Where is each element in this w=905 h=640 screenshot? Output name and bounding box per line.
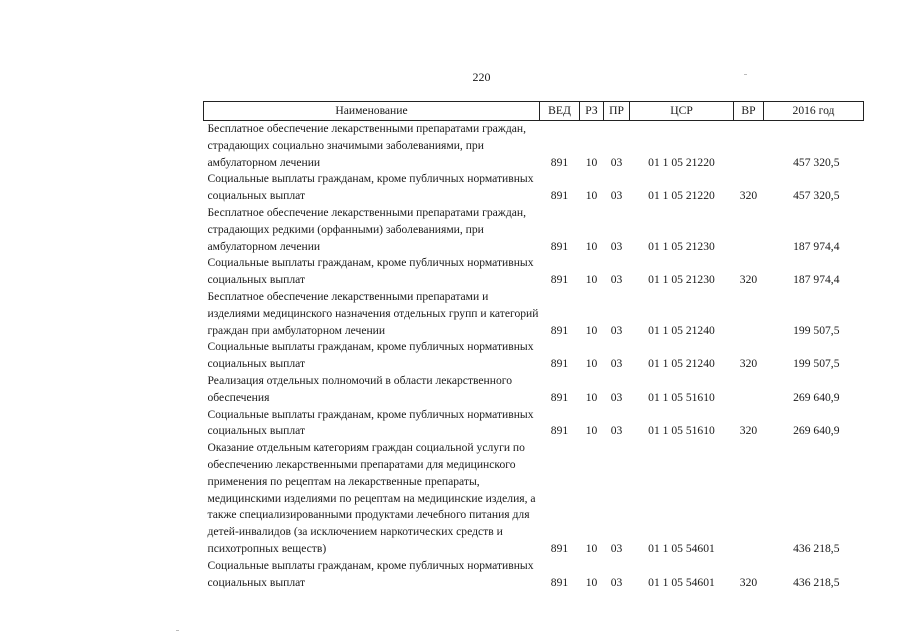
- cell-amount: 436 218,5: [793, 575, 840, 589]
- cell-ved: 891: [550, 424, 569, 438]
- cell-csr: 01 1 05 21220: [648, 155, 715, 169]
- header-pr: ПР: [604, 102, 630, 121]
- header-vr: ВР: [734, 102, 764, 121]
- cell-csr: 01 1 05 51610: [648, 424, 715, 438]
- cell-csr: 01 1 05 21240: [648, 323, 715, 337]
- budget-table: [203, 101, 864, 591]
- cell-amount: 199 507,5: [793, 357, 840, 371]
- header-ved: ВЕД: [540, 102, 580, 121]
- cell-ved: 891: [550, 541, 569, 555]
- cell-name: Бесплатное обеспечение лекарственными препаратами граждан, страдающих редкими (орфанными) заболеваниями, при амбулаторном лечении: [207, 205, 526, 253]
- cell-pr: 03: [610, 323, 623, 337]
- header-year: 2016 год: [764, 102, 864, 121]
- cell-ved: 891: [550, 239, 569, 253]
- cell-amount: 457 320,5: [793, 155, 840, 169]
- cell-pr: 03: [610, 541, 623, 555]
- cell-rz: 10: [585, 323, 598, 337]
- header-rz: РЗ: [580, 102, 604, 121]
- cell-vr: 320: [739, 357, 758, 371]
- cell-amount: 269 640,9: [793, 424, 840, 438]
- cell-rz: 10: [585, 273, 598, 287]
- cell-name: Социальные выплаты гражданам, кроме публичных нормативных социальных выплат: [207, 340, 534, 371]
- cell-name: Социальные выплаты гражданам, кроме публичных нормативных социальных выплат: [207, 256, 534, 287]
- cell-ved: 891: [550, 189, 569, 203]
- table-row: [204, 255, 864, 289]
- table-row: [204, 121, 864, 172]
- cell-name: Оказание отдельным категориям граждан социальной услуги по обеспечению лекарственными препаратами для медицинского применения по рецептам на лекарственные препараты, медицинскими изделиями по рецептам на медицинские изделия, а также специализированными продуктами лечебного питания для детей-инвалидов (за исключением наркотических средств и психотропных веществ): [207, 441, 536, 555]
- cell-ved: 891: [550, 575, 569, 589]
- table-row: [204, 205, 864, 255]
- page-number: 220: [472, 70, 491, 84]
- cell-name: Социальные выплаты гражданам, кроме публичных нормативных социальных выплат: [207, 172, 534, 203]
- cell-csr: 01 1 05 51610: [648, 390, 715, 404]
- cell-ved: 891: [550, 323, 569, 337]
- cell-vr: [734, 289, 764, 339]
- cell-rz: 10: [585, 575, 598, 589]
- cell-ved: 891: [550, 273, 569, 287]
- cell-csr: 01 1 05 21240: [648, 357, 715, 371]
- cell-rz: 10: [585, 541, 598, 555]
- cell-vr: 320: [739, 424, 758, 438]
- cell-vr: 320: [739, 575, 758, 589]
- table-row: [204, 407, 864, 441]
- cell-ved: 891: [550, 357, 569, 371]
- cell-name: Социальные выплаты гражданам, кроме публичных нормативных социальных выплат: [207, 407, 534, 438]
- table-row: [204, 558, 864, 592]
- cell-rz: 10: [585, 189, 598, 203]
- cell-amount: 187 974,4: [793, 239, 840, 253]
- cell-vr: [734, 373, 764, 407]
- cell-vr: 320: [739, 189, 758, 203]
- cell-rz: 10: [585, 239, 598, 253]
- cell-csr: 01 1 05 54601: [648, 575, 715, 589]
- header-name: Наименование: [204, 102, 540, 121]
- cell-vr: [734, 440, 764, 558]
- cell-csr: 01 1 05 21220: [648, 189, 715, 203]
- table-row: [204, 339, 864, 373]
- cell-name: Бесплатное обеспечение лекарственными препаратами граждан, страдающих социально значимыми заболеваниями, при амбулаторном лечении: [207, 122, 526, 169]
- cell-vr: 320: [739, 273, 758, 287]
- cell-csr: 01 1 05 54601: [648, 541, 715, 555]
- cell-amount: 436 218,5: [793, 541, 840, 555]
- cell-pr: 03: [610, 390, 623, 404]
- cell-rz: 10: [585, 390, 598, 404]
- cell-pr: 03: [610, 575, 623, 589]
- cell-rz: 10: [585, 357, 598, 371]
- scan-speck: [176, 630, 179, 631]
- cell-csr: 01 1 05 21230: [648, 273, 715, 287]
- table-row: [204, 171, 864, 205]
- cell-pr: 03: [610, 273, 623, 287]
- table-row: [204, 440, 864, 558]
- cell-name: Бесплатное обеспечение лекарственными препаратами и изделиями медицинского назначения отдельных групп и категорий граждан при амбулаторном лечении: [207, 289, 539, 337]
- cell-amount: 269 640,9: [793, 390, 840, 404]
- cell-ved: 891: [550, 390, 569, 404]
- cell-pr: 03: [610, 189, 623, 203]
- cell-amount: 199 507,5: [793, 323, 840, 337]
- cell-vr: [734, 205, 764, 255]
- cell-amount: 187 974,4: [793, 273, 840, 287]
- header-csr: ЦСР: [630, 102, 734, 121]
- cell-ved: 891: [550, 155, 569, 169]
- cell-csr: 01 1 05 21230: [648, 239, 715, 253]
- cell-pr: 03: [610, 357, 623, 371]
- cell-rz: 10: [585, 424, 598, 438]
- cell-name: Социальные выплаты гражданам, кроме публичных нормативных социальных выплат: [207, 558, 534, 589]
- cell-vr: [734, 121, 764, 172]
- table-body: [204, 121, 864, 592]
- table-row: [204, 373, 864, 407]
- cell-rz: 10: [585, 155, 598, 169]
- cell-pr: 03: [610, 239, 623, 253]
- table-row: [204, 289, 864, 339]
- cell-pr: 03: [610, 155, 623, 169]
- cell-name: Реализация отдельных полномочий в области лекарственного обеспечения: [207, 373, 513, 404]
- scan-speck: [744, 74, 747, 75]
- table-header: [204, 102, 864, 121]
- cell-amount: 457 320,5: [793, 189, 840, 203]
- cell-pr: 03: [610, 424, 623, 438]
